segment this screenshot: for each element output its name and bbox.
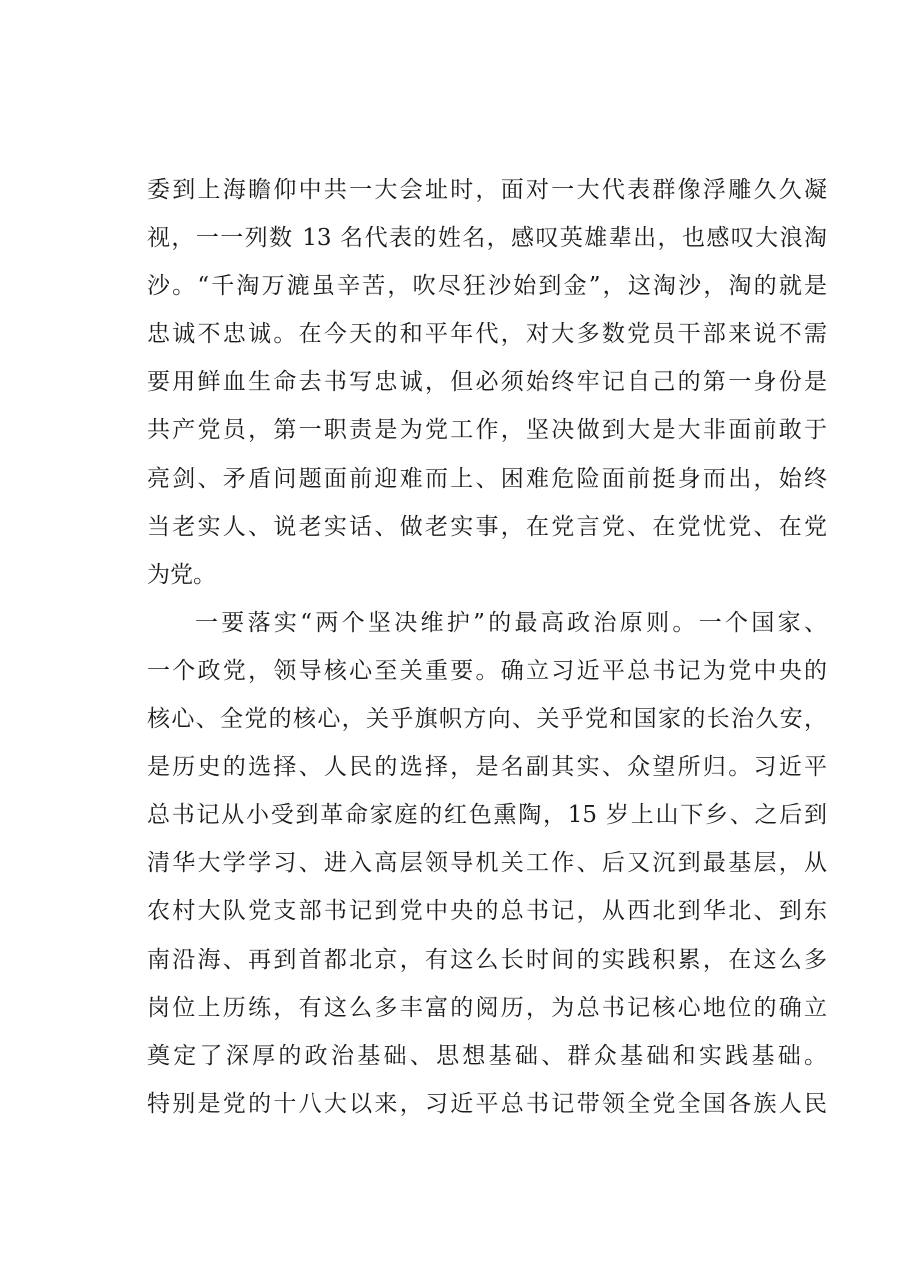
body-text [147,166,827,1128]
text-line: 奠定了深厚的政治基础、思想基础、群众基础和实践基础。 [147,1042,827,1069]
text-line: 农村大队党支部书记到党中央的总书记，从西北到华北、到东 [147,898,827,925]
text-line: 南沿海、再到首都北京，有这么长时间的实践积累，在这么多 [147,946,827,973]
text-line: 核心、全党的核心，关乎旗帜方向、关乎党和国家的长治久安， [147,706,827,733]
text-line: 亮剑、矛盾问题面前迎难而上、困难危险面前挺身而出，始终 [147,465,827,492]
text-line: 是历史的选择、人民的选择，是名副其实、众望所归。习近平 [147,754,827,781]
text-line: 当老实人、说老实话、做老实事，在党言党、在党忧党、在党 [147,513,827,540]
text-line: 要用鲜血生命去书写忠诚，但必须始终牢记自己的第一身份是 [147,369,827,396]
text-line: 委到上海瞻仰中共一大会址时，面对一大代表群像浮雕久久凝 [147,177,827,203]
text-line: 视，一一列数 13 名代表的姓名，感叹英雄辈出，也感叹大浪淘 [147,225,827,252]
text-line: 岗位上历练，有这么多丰富的阅历，为总书记核心地位的确立 [147,994,827,1021]
paragraph-first-line: 一要落实“两个坚决维护”的最高政治原则。一个国家、 [195,609,827,636]
text-line: 一个政党，领导核心至关重要。确立习近平总书记为党中央的 [147,657,827,684]
text-line: 特别是党的十八大以来，习近平总书记带领全党全国各族人民 [147,1090,827,1117]
text-line: 共产党员，第一职责是为党工作，坚决做到大是大非面前敢于 [147,417,827,444]
text-line: 沙。“千淘万漉虽辛苦，吹尽狂沙始到金”，这淘沙，淘的就是 [147,273,827,300]
paragraph-end-line: 为党。 [147,561,216,588]
text-line: 清华大学学习、进入高层领导机关工作、后又沉到最基层，从 [147,850,827,877]
text-line: 忠诚不忠诚。在今天的和平年代，对大多数党员干部来说不需 [147,321,827,348]
text-line: 总书记从小受到革命家庭的红色熏陶，15 岁上山下乡、之后到 [147,802,827,829]
